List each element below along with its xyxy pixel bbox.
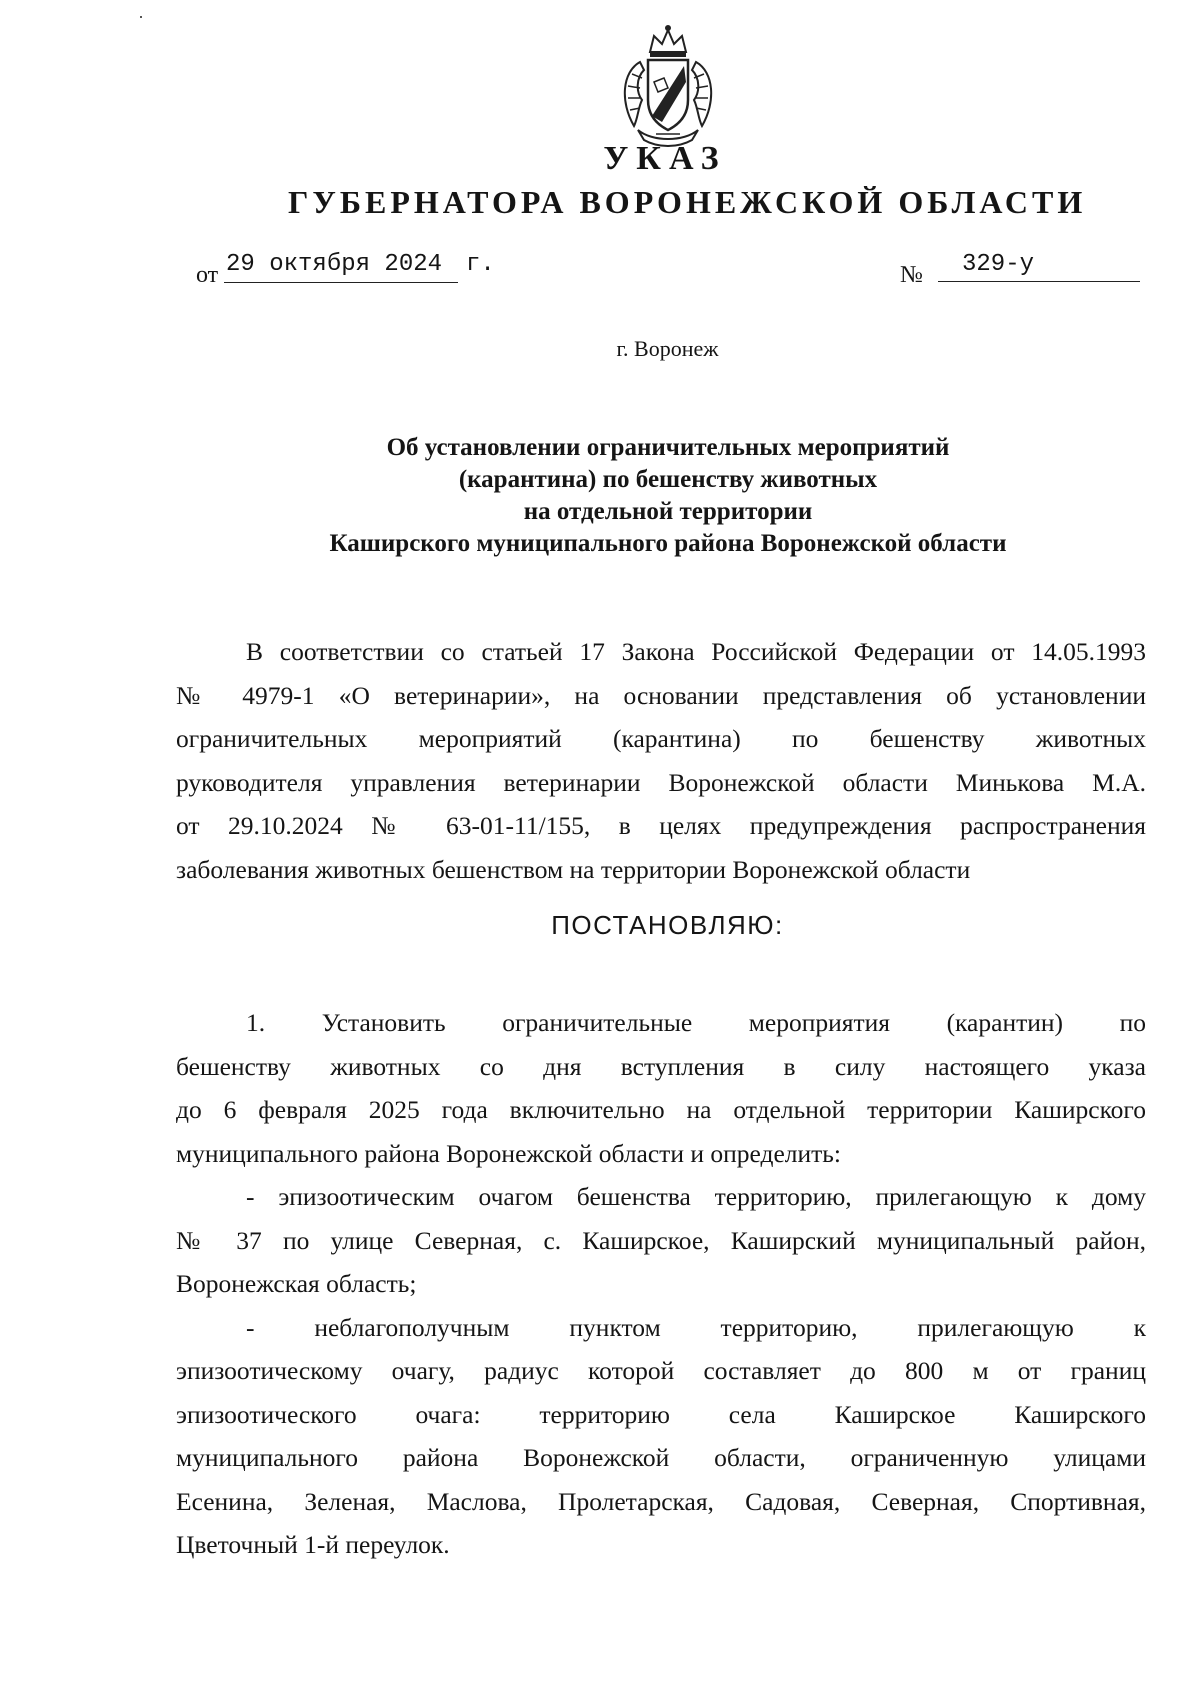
preamble-line: В соответствии со статьей 17 Закона Российской Федерации от 14.05.1993: [246, 637, 1146, 666]
bullet-1-line: - эпизоотическим очагом бешенства территорию, прилегающую к дому: [246, 1182, 1146, 1211]
preamble-line: заболевания животных бешенством на территории Воронежской области: [176, 854, 971, 884]
scan-speck: [140, 16, 142, 18]
issue-city: г. Воронеж: [616, 336, 719, 361]
preamble-line: ограничительных мероприятий (карантина) по бешенству животных: [176, 724, 1146, 753]
date-prefix: от: [196, 262, 219, 288]
item-1-paragraph: [176, 1001, 1146, 1567]
title-line: (карантина) по бешенству животных: [458, 466, 878, 493]
bullet-1-line: № 37 по улице Северная, с. Каширское, Каширский муниципальный район,: [176, 1225, 1146, 1255]
bullet-2-line: Цветочный 1-й переулок.: [176, 1530, 450, 1559]
bullet-1-line: Воронежская область;: [176, 1269, 417, 1298]
bullet-2-line: Есенина, Зеленая, Маслова, Пролетарская, Садовая, Северная, Спортивная,: [176, 1486, 1146, 1516]
item-1-line: 1. Установить ограничительные мероприятия (карантин) по: [246, 1008, 1146, 1037]
document-title: [258, 432, 1078, 560]
item-1-line: бешенству животных со дня вступления в силу настоящего указа: [176, 1051, 1146, 1081]
number-prefix: №: [900, 262, 923, 288]
bullet-2-line: эпизоотического очага: территорию села Каширское Каширского: [176, 1399, 1146, 1429]
item-1-line: до 6 февраля 2025 года включительно на отдельной территории Каширского: [176, 1095, 1146, 1124]
date-suffix: г.: [466, 251, 495, 278]
item-1-line: муниципального района Воронежской области и определить:: [176, 1138, 842, 1168]
preamble-line: от 29.10.2024 № 63-01-11/155, в целях предупреждения распространения: [176, 811, 1146, 840]
voronezh-coat-of-arms-emblem: [612, 22, 724, 150]
preamble-line: № 4979-1 «О ветеринарии», на основании представления об установлении: [176, 680, 1146, 710]
preamble-paragraph: [176, 630, 1146, 891]
decree-word: ПОСТАНОВЛЯЮ:: [551, 910, 784, 940]
document-heading: УКАЗ: [603, 140, 727, 177]
bullet-2-line: - неблагополучным пунктом территорию, прилегающую к: [246, 1312, 1146, 1342]
preamble-line: руководителя управления ветеринарии Воронежской области Минькова М.А.: [176, 767, 1146, 797]
title-line: Об установлении ограничительных мероприятий: [386, 434, 950, 461]
title-line: на отдельной территории: [523, 498, 813, 525]
document-date: 29 октября 2024: [224, 248, 458, 283]
document-number: 329-у: [938, 248, 1140, 282]
bullet-2-line: муниципального района Воронежской области, ограниченную улицами: [176, 1443, 1146, 1472]
title-line: Каширского муниципального района Воронежской области: [329, 530, 1007, 557]
issuing-authority: ГУБЕРНАТОРА ВОРОНЕЖСКОЙ ОБЛАСТИ: [288, 184, 1087, 220]
bullet-2-line: эпизоотическому очагу, радиус которой составляет до 800 м от границ: [176, 1356, 1146, 1385]
